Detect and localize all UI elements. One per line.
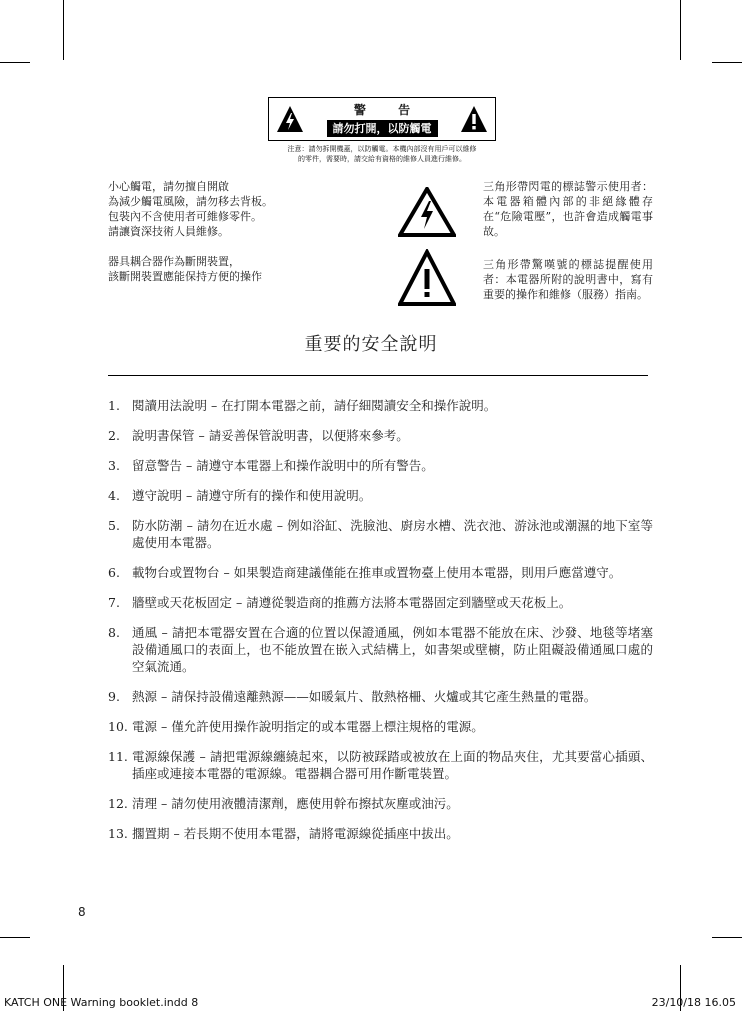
crop-mark [712, 62, 742, 63]
item-text: 閱讀用法說明 – 在打開本電器之前，請仔細閱讀安全和操作說明。 [132, 398, 497, 413]
exclamation-warning-icon [459, 104, 489, 134]
item-number: 1. [108, 398, 120, 413]
item-text: 牆壁或天花板固定 – 請遵從製造商的推薦方法將本電器固定到牆壁或天花板上。 [132, 595, 572, 610]
item-number: 11. [108, 749, 128, 764]
banner-note [268, 144, 496, 164]
list-item [108, 487, 653, 504]
left-warning-text [108, 179, 318, 299]
crop-mark [712, 937, 742, 938]
list-item [108, 624, 653, 675]
text-line: 請讓資深技術人員維修。 [108, 225, 229, 238]
item-number: 10. [108, 719, 128, 734]
list-item [108, 564, 653, 581]
crop-mark [0, 62, 30, 63]
crop-mark [0, 937, 30, 938]
lightning-triangle-icon [398, 187, 456, 237]
safety-instructions-list [108, 397, 653, 842]
item-text: 防水防潮 – 請勿在近水處 – 例如浴缸、洗臉池、廚房水槽、洗衣池、游泳池或潮濕的地下室等處使用本電器。 [132, 518, 653, 550]
lightning-warning-icon [275, 104, 305, 134]
item-number: 12. [108, 796, 128, 811]
exclamation-symbol-description: 三角形帶驚嘆號的標誌提醒使用者：本電器所附的說明書中，寫有重要的操作和維修（服務）指南。 [483, 258, 653, 301]
text-line: 該斷開裝置應能保持方便的操作 [108, 270, 262, 283]
disconnect-device-paragraph [108, 254, 318, 284]
text-line: 小心觸電，請勿擅自開啟 [108, 180, 229, 193]
banner-title: 警 告 [353, 102, 425, 117]
footer-file-name: KATCH ONE Warning booklet.indd 8 [4, 996, 199, 1009]
item-number: 3. [108, 458, 120, 473]
item-text: 通風 – 請把本電器安置在合適的位置以保證通風，例如本電器不能放在床、沙發、地毯等堵塞設備通風口的表面上，也不能放置在嵌入式結構上，如書架或壁櫥，防止阻礙設備通風口處的空氣流通。 [132, 625, 653, 674]
item-number: 8. [108, 625, 120, 640]
banner-subtitle: 請勿打開，以防觸電 [327, 120, 438, 137]
text-line: 器具耦合器作為斷開裝置， [108, 255, 240, 268]
item-text: 遵守說明 – 請遵守所有的操作和使用說明。 [132, 488, 372, 503]
item-text: 說明書保管 – 請妥善保管說明書，以便將來參考。 [132, 428, 409, 443]
shock-caution-paragraph [108, 179, 318, 239]
exclamation-triangle-icon [398, 249, 456, 307]
list-item [108, 825, 653, 842]
divider [108, 375, 648, 376]
text-line: 為減少觸電風險，請勿移去背板。 [108, 195, 273, 208]
warning-banner [268, 97, 496, 164]
item-text: 載物台或置物台 – 如果製造商建議僅能在推車或置物臺上使用本電器，則用戶應當遵守。 [132, 565, 622, 580]
page-number: 8 [78, 905, 86, 919]
list-item [108, 748, 653, 782]
item-number: 4. [108, 488, 120, 503]
list-item [108, 594, 653, 611]
item-number: 2. [108, 428, 120, 443]
item-number: 7. [108, 595, 120, 610]
item-text: 電源線保護 – 請把電源線纏繞起來，以防被踩踏或被放在上面的物品夾住，尤其要當心插頭、插座或連接本電器的電源線。電器耦合器可用作斷電裝置。 [132, 749, 653, 781]
item-number: 9. [108, 689, 120, 704]
crop-mark [63, 0, 64, 60]
item-number: 6. [108, 565, 120, 580]
lightning-symbol-description: 三角形帶閃電的標誌警示使用者：本電器箱體內部的非絕緣體存在“危險電壓”，也許會造成觸電事故。 [483, 180, 653, 238]
list-item [108, 795, 653, 812]
crop-mark [680, 0, 681, 60]
text-line: 包裝內不含使用者可維修零件。 [108, 210, 262, 223]
list-item [108, 397, 653, 414]
item-text: 清理 – 請勿使用液體清潔劑，應使用幹布擦拭灰塵或油污。 [132, 796, 459, 811]
item-text: 熱源 – 請保持設備遠離熱源——如暖氣片、散熱格柵、火爐或其它產生熱量的電器。 [132, 689, 597, 704]
item-number: 5. [108, 518, 120, 533]
list-item [108, 427, 653, 444]
page-title: 重要的安全說明 [304, 334, 438, 355]
list-item [108, 688, 653, 705]
list-item [108, 718, 653, 735]
list-item [108, 517, 653, 551]
banner-note-line: 的零件，需要時，請交給有資格的維修人員進行維修。 [298, 155, 466, 163]
item-text: 電源 – 僅允許使用操作說明指定的或本電器上標注規格的電源。 [132, 719, 484, 734]
item-text: 擱置期 – 若長期不使用本電器，請將電源線從插座中拔出。 [132, 826, 459, 841]
item-number: 13. [108, 826, 128, 841]
footer-timestamp: 23/10/18 16.05 [651, 996, 736, 1009]
list-item [108, 457, 653, 474]
item-text: 留意警告 – 請遵守本電器上和操作說明中的所有警告。 [132, 458, 434, 473]
banner-note-line: 注意：請勿拆開機蓋，以防觸電。本機內部沒有用戶可以維修 [287, 145, 477, 153]
